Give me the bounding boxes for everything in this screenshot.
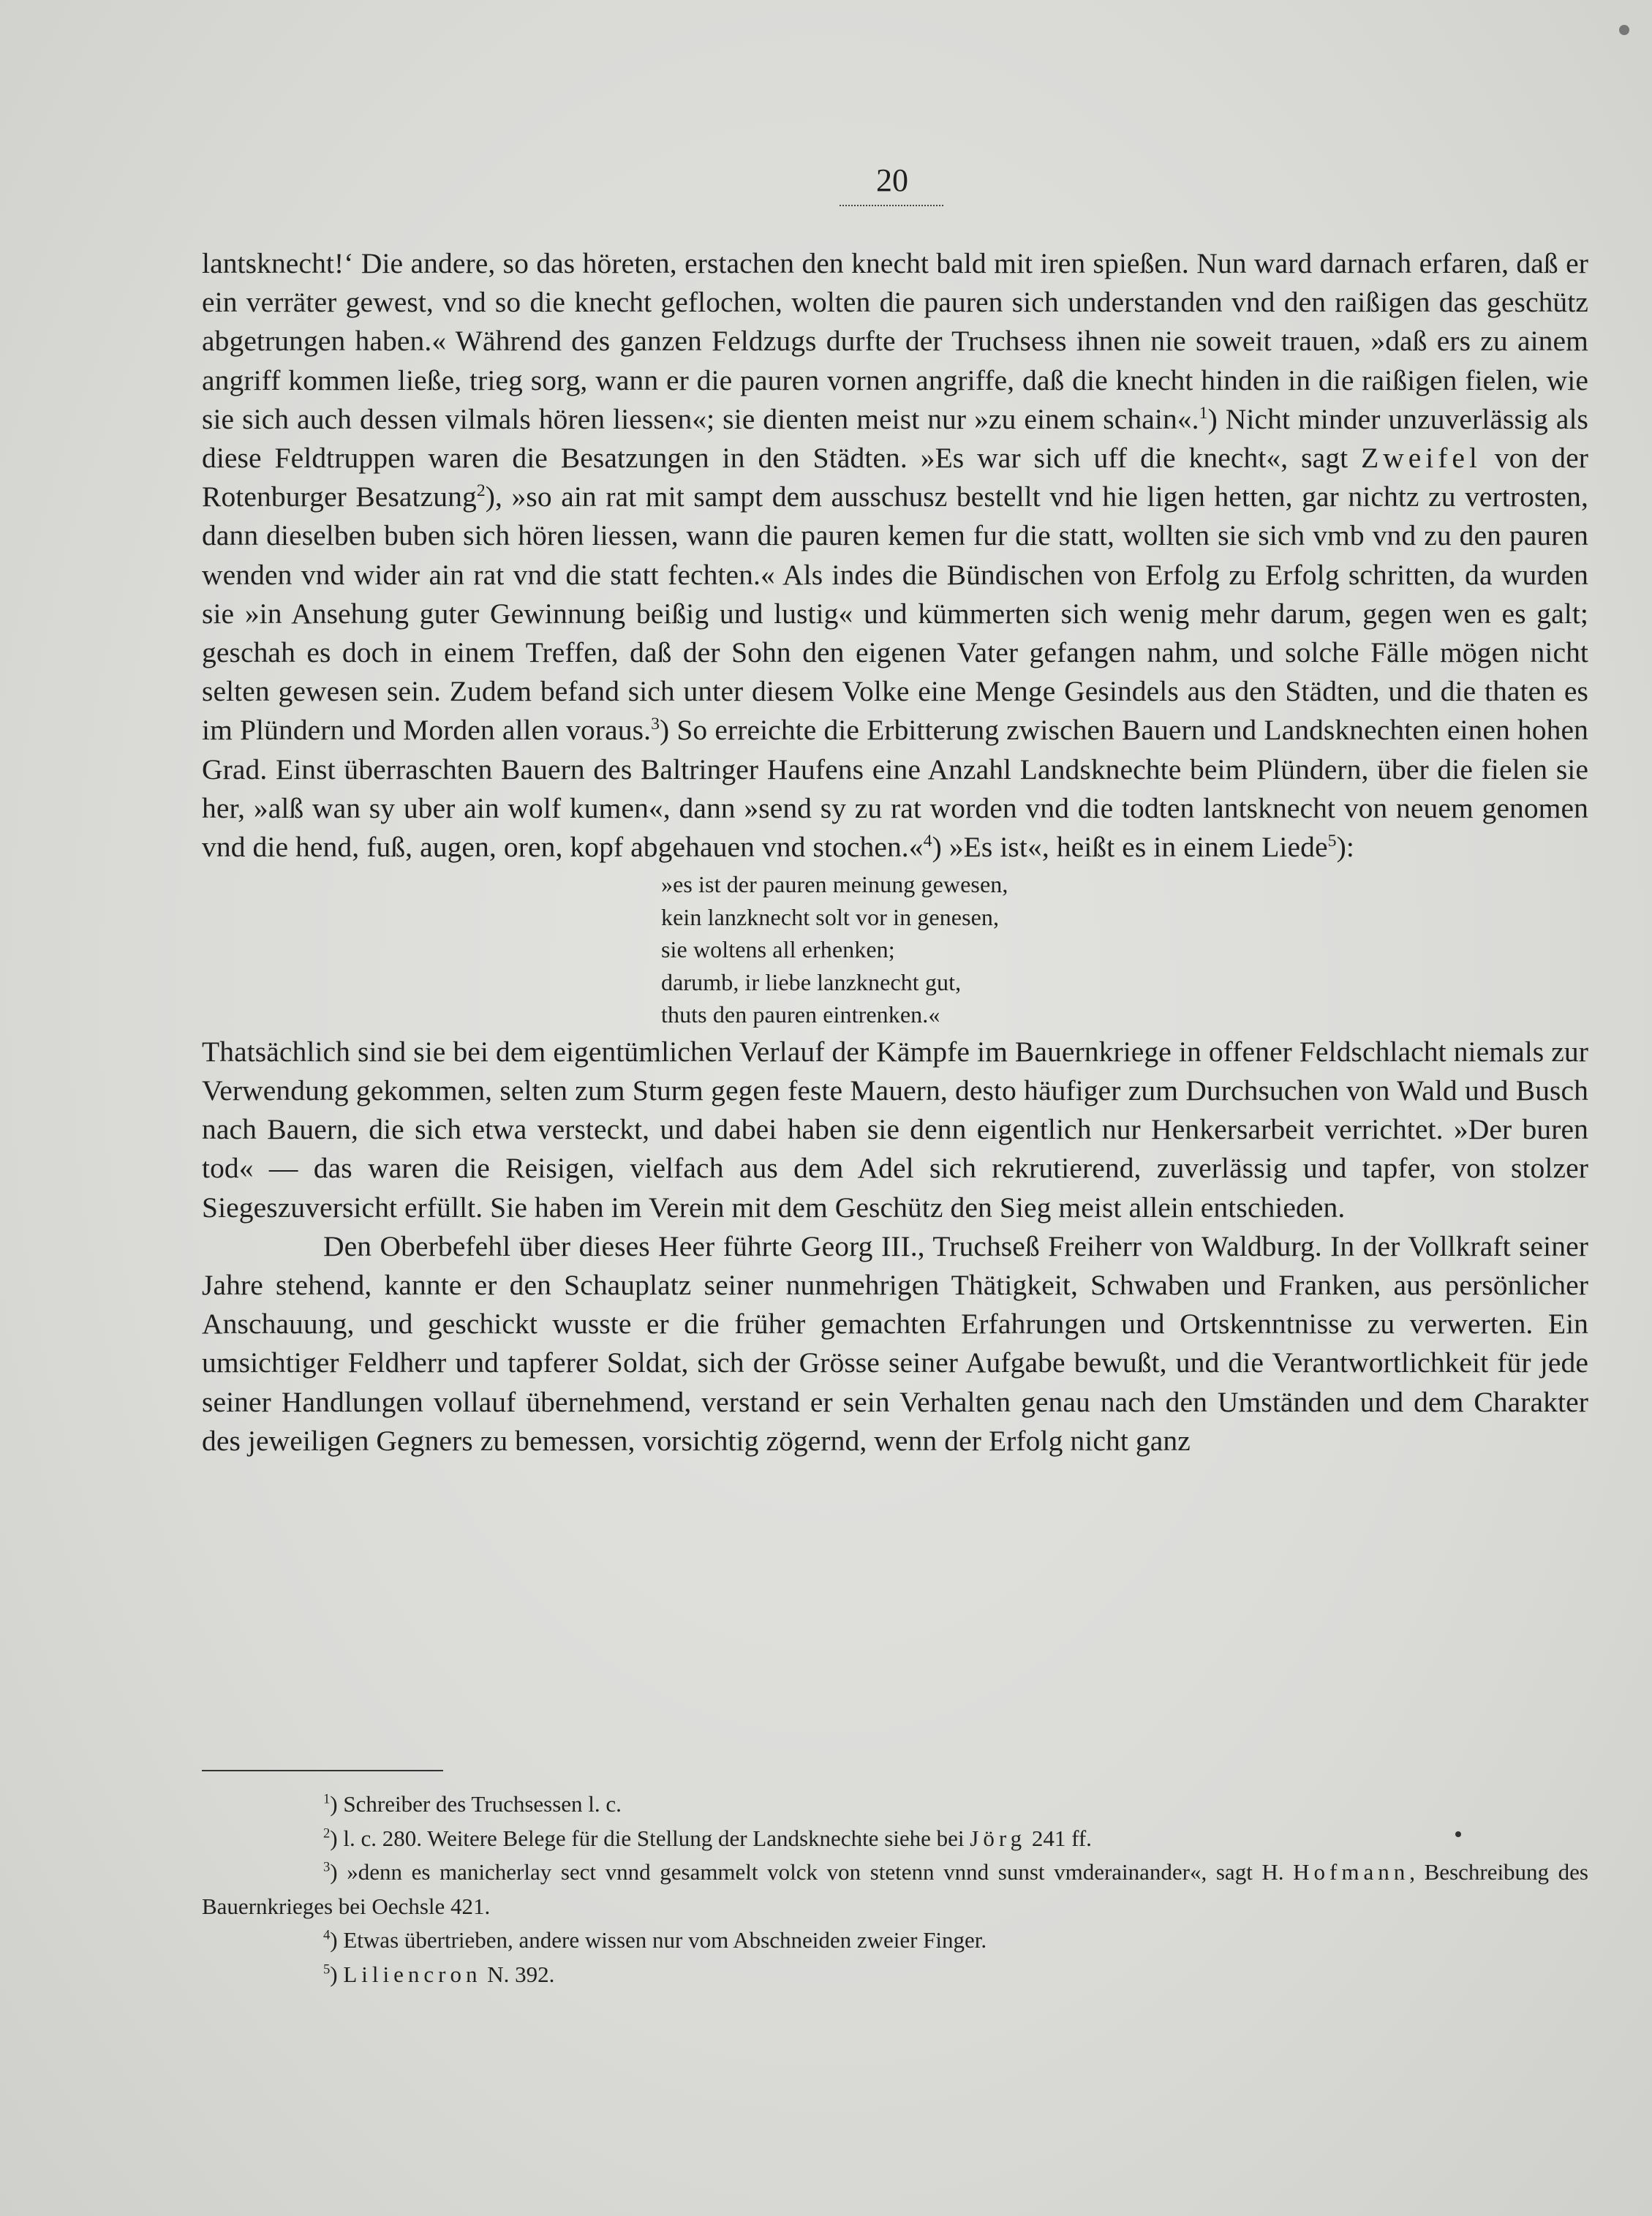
name-zweifel: Zweifel — [1361, 442, 1482, 475]
paragraph-1-text-b: ) Nicht minder unzuverlässig als diese Feldtruppen waren die Besatzungen in den Städten. »Es war sich uff die knecht«, sagt — [202, 402, 1588, 475]
footnote-3 — [202, 1855, 1588, 1923]
paragraph-1-text-f: ) »Es ist«, heißt es in einem Liede — [932, 831, 1328, 864]
footnote-4 — [202, 1923, 1588, 1958]
paragraph-3: Den Oberbefehl über dieses Heer führte Georg III., Truchseß Freiherr von Waldburg. In der Vollkraft seiner Jahre stehend, kannte er den Schauplatz seiner nunmehrigen Thätigkeit, Schwaben und Franken, aus persönlicher Anschauung, und geschickt wusste er die früher gemachten Erfahrungen und Ortskenntnisse zu verwerten. Ein umsichtiger Feldherr und tapferer Soldat, sich der Grösse seiner Aufgabe bewußt, und die Verantwortlichkeit für jede seiner Handlungen vollauf übernehmend, verstand er sein Verhalten genau nach den Umständen und dem Charakter des jeweiligen Gegners zu bemessen, vorsichtig zögernd, wenn der Erfolg nicht ganz — [202, 1229, 1588, 1457]
scan-speck — [1455, 1831, 1461, 1837]
footnote-text: 241 ff. — [1026, 1825, 1092, 1851]
paragraph-1 — [202, 244, 1588, 867]
footnote-text: , Beschreibung des Bauernkrieges bei Oechsle 421. — [202, 1859, 1588, 1919]
verse-line: »es ist der pauren meinung gewesen, — [661, 871, 1008, 898]
page-number: 20 — [876, 162, 908, 198]
footnote-number: 4 — [323, 1927, 331, 1943]
footnote-2 — [202, 1822, 1588, 1856]
footnote-ref-3: 3 — [651, 715, 660, 734]
paragraph-1-text-c: von der Rotenburger Besatzung — [202, 442, 1588, 513]
footnote-ref-1: 1 — [1199, 403, 1208, 423]
footnote-author-name: Liliencron — [343, 1961, 482, 1987]
footnote-ref-5: 5 — [1327, 831, 1337, 851]
verse-line: thuts den pauren eintrenken.« — [661, 1001, 940, 1028]
paragraph-1-text-e: ) So erreichte die Erbitterung zwischen Bauern und Landsknechten einen hohen Grad. Einst überraschten Bauern des Baltringer Haufens eine Anzahl Landsknechte beim Plündern, über die fielen sie her, »alß wan sy uber ain wolf kumen«, dann »send sy zu rat worden vnd die todten lantsknecht von neuem genomen vnd die hend, fuß, augen, oren, kopf abgehauen vnd stochen.« — [202, 714, 1588, 864]
scan-speck — [1619, 25, 1629, 35]
footnote-1 — [202, 1787, 1588, 1822]
footnote-number: 1 — [323, 1791, 331, 1807]
footnote-text: N. 392. — [481, 1961, 555, 1987]
footnote-text: ) Etwas übertrieben, andere wissen nur vom Abschneiden zweier Finger. — [330, 1927, 987, 1953]
footnote-text: ) l. c. 280. Weitere Belege für die Stellung der Landsknechte siehe bei — [330, 1825, 970, 1851]
main-text — [202, 244, 1588, 1461]
footnotes — [202, 1787, 1588, 1991]
footnote-ref-2: 2 — [476, 481, 486, 501]
verse-line: sie woltens all erhenken; — [661, 936, 895, 963]
verse-line: darumb, ir liebe lanzknecht gut, — [661, 968, 962, 995]
footnote-author-name: Jörg — [970, 1825, 1027, 1851]
footnote-ref-4: 4 — [923, 831, 932, 851]
paragraph-2: Thatsächlich sind sie bei dem eigentümlichen Verlauf der Kämpfe im Bauernkriege in offener Feldschlacht niemals zur Verwendung gekommen, selten zum Sturm gegen feste Mauern, desto häufiger zum Durchsuchen von Wald und Busch nach Bauern, die sich etwa versteckt, und dabei haben sie denn eigentlich nur Henkersarbeit verrichtet. »Der buren tod« — das waren die Reisigen, vielfach aus dem Adel sich rekrutierend, zuverlässig und tapfer, von stolzer Siegeszuversicht erfüllt. Sie haben im Verein mit dem Geschütz den Sieg meist allein entschieden. — [202, 1035, 1588, 1224]
paragraph-1-text-g: ): — [1336, 831, 1354, 864]
paragraph-1-text-d: ), »so ain rat mit sampt dem ausschusz bestellt vnd hie ligen hetten, gar nichtz zu vertrosten, dann dieselben buben sich hören liessen, wann die pauren kemen fur die statt, wollten sie sich vmb vnd zu den pauren wenden vnd wider ain rat vnd die statt fechten.« Als indes die Bündischen von Erfolg zu Erfolg schritten, da wurden sie »in Ansehung guter Gewinnung beißig und lustig« und kümmerten sich wenig mehr darum, gegen wen es galt; geschah es doch in einem Treffen, daß der Sohn den eigenen Vater gefangen nahm, und solche Fälle mögen nicht selten gewesen sein. Zudem befand sich unter diesem Volke eine Menge Gesindels aus den Städten, und die thaten es im Plündern und Morden allen voraus. — [202, 480, 1588, 747]
page-number-ornament — [840, 205, 943, 209]
footnote-text: ) »denn es manicherlay sect vnnd gesammelt volck von stetenn vnnd sunst vmderainander«, sagt H. — [330, 1859, 1294, 1885]
footnote-5: $^5$) Liliencron N. 392. — [323, 1961, 555, 1987]
footnote-divider — [202, 1770, 443, 1771]
footnote-number: 3 — [323, 1859, 331, 1875]
footnote-text: ) Schreiber des Truchsessen l. c. — [330, 1791, 622, 1817]
verse-quote — [661, 868, 1588, 1031]
verse-line: kein lanzknecht solt vor in genesen, — [661, 903, 1000, 930]
footnote-number: 2 — [323, 1825, 331, 1842]
footnote-number: 5 — [323, 1961, 331, 1978]
footnote-author-name: Hofmann — [1293, 1859, 1410, 1885]
paragraph-1-text-a: lantsknecht!‘ Die andere, so das höreten, erstachen den knecht bald mit iren spießen. Nun ward darnach erfaren, daß er ein verräter gewest, vnd so die knecht geflochen, wolten die pauren sich understanden vnd den raißigen das geschütz abgetrungen haben.« Während des ganzen Feldzugs durfte der Truchsess ihnen nie soweit trauen, »daß ers zu ainem angriff kommen ließe, trieg sorg, wann er die pauren vornen angriffe, daß die knecht hinden in die raißigen fielen, wie sie sich auch dessen vilmals hören liessen«; sie dienten meist nur »zu einem schain«. — [202, 247, 1588, 435]
